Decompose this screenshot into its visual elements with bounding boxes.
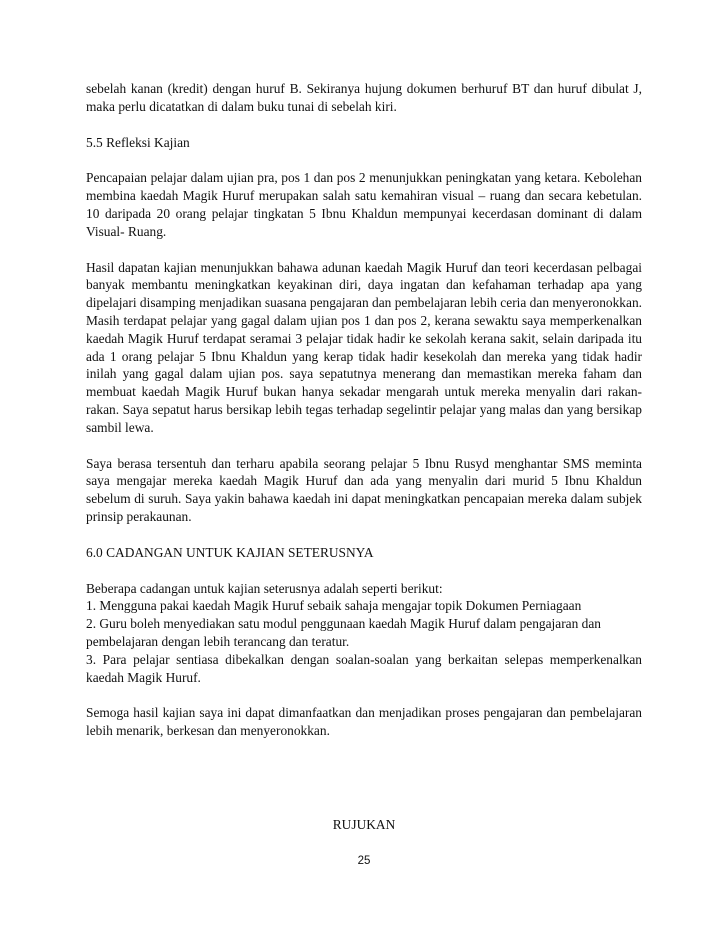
section-heading-refleksi-kajian: 5.5 Refleksi Kajian (86, 134, 190, 150)
rujukan-heading: RUJUKAN (332, 817, 396, 832)
page-number: 25 (357, 855, 371, 867)
document-body (86, 80, 642, 758)
list-intro: Beberapa cadangan untuk kajian seterusnya adalah seperti berikut: (86, 580, 443, 596)
paragraph-hasil-dapatan: Hasil dapatan kajian menunjukkan bahawa adunan kaedah Magik Huruf dan teori kecerdasan pelbagai banyak membantu meningkatkan keyakinan diri, daya ingatan dan kefahaman terhadap apa yang dipelajari disamping menjadikan suasana pengajaran dan pembelajaran lebih ceria dan menyeronokkan. Masih terdapat pelajar yang gagal dalam ujian pos 1 dan pos 2, kerana sewaktu saya memperkenalkan kaedah Magik Huruf terdapat seramai 3 pelajar tidak hadir ke sekolah kerana sakit, selain daripada itu ada 1 orang pelajar 5 Ibnu Khaldun yang kerap tidak hadir kesekolah dan mereka yang tidak hadir inilah yang gagal dalam ujian pos. saya sepatutnya menerang dan memastikan mereka faham dan membuat kaedah Magik Huruf bukan hanya sekadar mengarah untuk mereka menyalin dari rakan-rakan. Saya sepatut harus bersikap lebih tegas terhadap segelintir pelajar yang malas dan yang bersikap sambil lewa. (86, 259, 642, 435)
section-heading-cadangan: 6.0 CADANGAN UNTUK KAJIAN SETERUSNYA (86, 544, 374, 560)
list-item: 3. Para pelajar sentiasa dibekalkan dengan soalan-soalan yang berkaitan selepas memperkenalkan kaedah Magik Huruf. (86, 651, 642, 685)
closing-paragraph: Semoga hasil kajian saya ini dapat dimanfaatkan dan menjadikan proses pengajaran dan pembelajaran lebih menarik, berkesan dan menyeronokkan. (86, 705, 642, 739)
suggestions-list (86, 580, 642, 687)
paragraph-saya-berasa: Saya berasa tersentuh dan terharu apabila seorang pelajar 5 Ibnu Rusyd menghantar SMS meminta saya mengajar mereka kaedah Magik Huruf dan ada yang menyalin dari murid 5 Ibnu Khaldun sebelum di suruh. Saya yakin bahawa kaedah ini dapat meningkatkan pencapaian mereka dalam subjek prinsip perakaunan. (86, 455, 642, 524)
list-item: 2. Guru boleh menyediakan satu modul penggunaan kaedah Magik Huruf dalam pengajaran dan pembelajaran dengan lebih terancang dan teratur. (86, 616, 602, 649)
list-item: 1. Mengguna pakai kaedah Magik Huruf sebaik sahaja mengajar topik Dokumen Perniagaan (86, 598, 582, 614)
intro-paragraph: sebelah kanan (kredit) dengan huruf B. Sekiranya hujung dokumen berhuruf BT dan huruf dibulat J, maka perlu dicatatkan di dalam buku tunai di sebelah kiri. (86, 81, 642, 114)
paragraph-pencapaian: Pencapaian pelajar dalam ujian pra, pos 1 dan pos 2 menunjukkan peningkatan yang ketara. Kebolehan membina kaedah Magik Huruf merupakan salah satu kemahiran visual – ruang dan secara kebetulan. 10 daripada 20 orang pelajar tingkatan 5 Ibnu Khaldun mempunyai kecerdasan dominant di dalam Visual- Ruang. (86, 170, 642, 239)
